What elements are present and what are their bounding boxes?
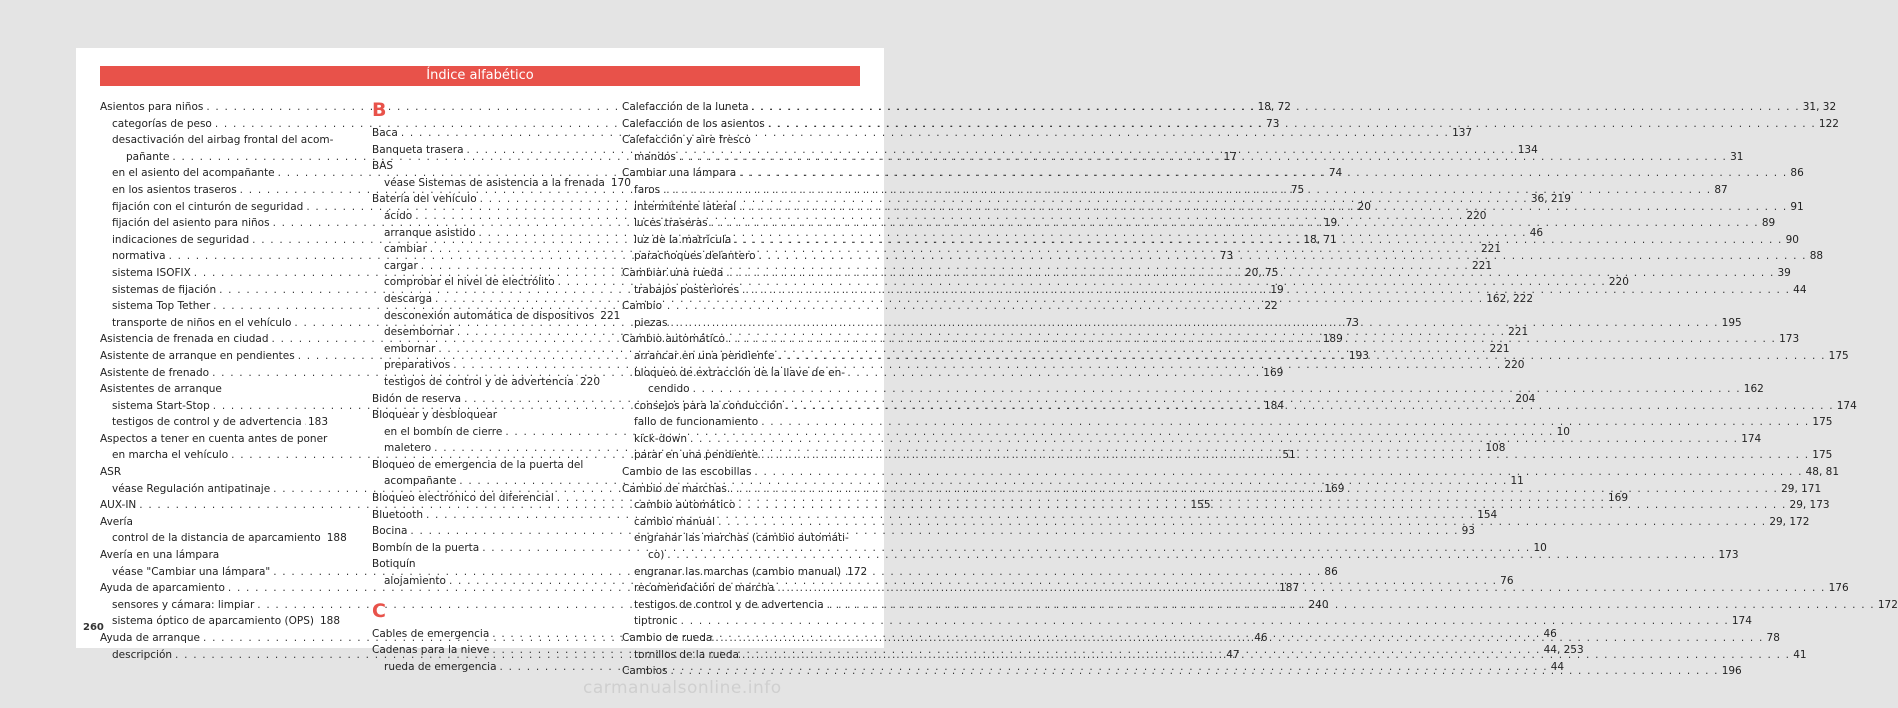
index-page-ref: 46 — [1529, 226, 1544, 239]
index-page-ref: 162, 222 — [1486, 292, 1534, 305]
index-page-ref: 108 — [1485, 442, 1506, 455]
dot-leader — [670, 315, 1718, 332]
dot-leader — [679, 149, 1727, 166]
dot-leader — [693, 381, 1741, 398]
index-term: engranar las marchas (cambio manual) — [634, 565, 842, 578]
index-page-ref: 19 — [1270, 283, 1284, 296]
index-entry — [622, 298, 858, 315]
index-page-ref: 175 — [1812, 416, 1833, 429]
dot-leader — [742, 647, 1790, 664]
index-entry — [372, 158, 600, 175]
dot-leader — [761, 414, 1809, 431]
index-page-ref: 220 — [1466, 209, 1487, 222]
index-page-ref: 20, 75 — [1245, 266, 1279, 279]
index-term: co) — [648, 549, 665, 562]
index-entry — [622, 381, 1764, 398]
dot-leader — [663, 182, 1711, 199]
index-term: trabajos posteriores — [634, 283, 739, 296]
index-term: testigos de control y de advertencia — [384, 375, 574, 388]
index-entry — [372, 407, 600, 424]
index-term: piezas — [634, 316, 668, 329]
index-term: sistema ISOFIX — [112, 266, 191, 279]
index-entry — [100, 381, 328, 398]
index-page-ref: 174 — [1741, 432, 1762, 445]
index-page-ref: 18, 71 — [1303, 233, 1337, 246]
index-term: fijación del asiento para niños — [112, 217, 270, 230]
index-term: véase Sistemas de asistencia a la frenada — [384, 176, 605, 189]
index-term: transporte de niños en el vehículo — [112, 316, 292, 329]
index-page-ref: 46 — [1543, 627, 1557, 640]
index-term: desactivación del airbag frontal del acom- — [112, 134, 334, 147]
index-page-ref: 73 — [1266, 117, 1280, 130]
index-term: maletero — [384, 442, 432, 455]
index-term: Avería — [100, 515, 133, 528]
index-term: Bluetooth — [372, 508, 423, 521]
index-entry — [100, 547, 328, 564]
index-term: en los asientos traseros — [112, 183, 237, 196]
index-entry — [372, 308, 621, 325]
index-entry — [100, 132, 334, 149]
index-page-ref: 51 — [1282, 449, 1296, 462]
index-term: Banqueta trasera — [372, 143, 464, 156]
dot-leader — [759, 248, 1807, 265]
index-term: Asientos para niños — [100, 101, 204, 113]
index-term: control de la distancia de aparcamiento — [112, 532, 321, 545]
index-term: Cambiar una rueda — [622, 266, 724, 279]
index-page-ref: 91 — [1790, 200, 1804, 213]
index-page-ref: 89 — [1761, 217, 1776, 230]
index-entry — [100, 414, 328, 431]
index-page-ref: 188 — [326, 532, 347, 545]
index-page-ref: 10 — [1556, 425, 1570, 438]
section-letter: C — [372, 599, 386, 622]
index-term: sistema Top Tether — [112, 300, 211, 313]
index-entry — [372, 457, 600, 474]
index-page-ref: 221 — [1480, 243, 1502, 256]
index-page-ref: 220 — [1504, 359, 1525, 372]
index-page-ref: 76 — [1500, 575, 1514, 588]
index-term: Cambio automático — [622, 333, 725, 346]
index-page-ref: 44, 253 — [1543, 644, 1584, 657]
index-term: Calefacción de los asientos — [622, 117, 765, 130]
index-entry — [100, 431, 328, 448]
index-term: Cambio de rueda — [622, 632, 713, 644]
index-term: AUX-IN — [100, 499, 137, 512]
index-page-ref: 31, 32 — [1802, 101, 1837, 113]
index-page-ref: 193 — [1348, 349, 1369, 362]
index-page-ref: 48, 81 — [1805, 466, 1840, 479]
section-letter: B — [372, 99, 387, 121]
index-page-ref: 137 — [1452, 127, 1473, 139]
index-page-ref: 44 — [1550, 660, 1565, 673]
index-term: ASR — [100, 466, 122, 479]
index-entry — [622, 414, 1833, 431]
index-term: sistema óptico de aparcamiento (OPS) — [112, 615, 314, 628]
page-header-title: Índice alfabético — [100, 66, 860, 86]
index-term: categorías de peso — [112, 117, 212, 130]
index-term: normativa — [112, 250, 166, 263]
index-term: acompañante — [384, 475, 457, 488]
index-term: cambio manual — [634, 515, 716, 528]
index-term: cargar — [384, 259, 418, 272]
index-term: embornar — [384, 342, 436, 355]
index-term: testigos de control y de advertencia — [112, 416, 302, 429]
dot-leader — [730, 481, 1778, 498]
page-number: 260 — [83, 622, 104, 633]
index-page-ref: 154 — [1477, 508, 1498, 521]
index-term: tiptronic — [634, 615, 678, 628]
index-term: véase Regulación antipatinaje — [112, 482, 271, 495]
dot-leader — [742, 282, 1790, 299]
index-page-ref: 20 — [1357, 200, 1371, 213]
index-term: parar en una pendiente — [634, 449, 759, 462]
index-term: ácido — [384, 209, 413, 222]
index-page-ref: 221 — [600, 309, 621, 322]
index-term: Cadenas para la nieve — [372, 644, 490, 657]
index-term: descarga — [384, 292, 433, 305]
index-entry — [622, 132, 858, 149]
index-page-ref: 29, 171 — [1781, 482, 1822, 495]
index-term: sensores y cámara: limpiar — [112, 598, 255, 611]
index-term: Bocina — [372, 525, 408, 538]
index-term: desembornar — [384, 326, 454, 339]
dot-leader — [726, 265, 1774, 282]
index-term: Bidón de reserva — [372, 392, 462, 405]
index-term: Calefacción de la luneta — [622, 101, 749, 113]
index-page-ref: 220 — [1608, 276, 1629, 289]
index-term: parachoques delantero — [634, 250, 756, 263]
index-page-ref: 31 — [1730, 150, 1744, 163]
index-page-ref: 173 — [1779, 333, 1800, 346]
index-term: desconexión automática de dispositivos — [384, 309, 595, 322]
dot-leader — [739, 199, 1787, 216]
dot-leader — [690, 431, 1738, 448]
index-page-ref: 195 — [1721, 316, 1742, 329]
index-page-ref: 18, 72 — [1257, 101, 1291, 113]
index-term: fallo de funcionamiento — [634, 416, 759, 429]
dot-leader — [711, 215, 1759, 232]
index-term: en el bombín de cierre — [384, 425, 503, 438]
index-term: Cambiar una lámpara — [622, 167, 737, 180]
index-page-ref: 88 — [1809, 250, 1824, 263]
index-page-ref: 22 — [1264, 300, 1278, 313]
index-term: sistema Start-Stop — [112, 399, 210, 412]
dot-leader — [681, 613, 1729, 630]
index-page-ref: 74 — [1328, 167, 1343, 180]
dot-leader — [754, 464, 1802, 481]
index-term: tornillos de la rueda — [634, 648, 739, 661]
index-entry — [372, 556, 600, 573]
index-entry — [100, 514, 328, 531]
dot-leader — [777, 580, 1825, 597]
index-page-ref: 86 — [1324, 565, 1338, 578]
index-term: Cambios — [622, 665, 668, 678]
index-page-ref: 93 — [1461, 525, 1475, 538]
index-entry — [622, 530, 858, 547]
index-page-ref: 29, 173 — [1789, 499, 1830, 512]
index-page-ref: 122 — [1818, 117, 1839, 130]
index-page-ref: 176 — [1828, 582, 1849, 595]
index-term: cambiar — [384, 243, 427, 256]
index-term: véase "Cambiar una lámpara" — [112, 565, 271, 578]
index-term: Ayuda de arranque — [100, 632, 200, 644]
index-page-ref: 47 — [1226, 648, 1240, 661]
dot-leader — [738, 497, 1786, 514]
dot-leader — [739, 165, 1787, 182]
index-entry — [622, 365, 858, 382]
index-term: Aspectos a tener en cuenta antes de poner — [100, 432, 328, 445]
index-page-ref: 183 — [307, 416, 328, 429]
index-page-ref: 172 — [1877, 598, 1898, 611]
index-term: comprobar el nivel de electrólito — [384, 276, 555, 289]
index-page-ref: 172 — [847, 565, 868, 578]
index-term: luz de la matrícula — [634, 233, 732, 246]
index-term: Ayuda de aparcamiento — [100, 582, 225, 595]
index-page-ref: 187 — [1279, 582, 1300, 595]
index-entry — [100, 464, 328, 481]
dot-leader — [715, 630, 1763, 647]
index-term: cendido — [648, 383, 690, 396]
dot-leader — [728, 331, 1776, 348]
index-term: preparativos — [384, 359, 451, 372]
index-term: arranque asistido — [384, 226, 476, 239]
dot-leader — [718, 514, 1766, 531]
dot-leader — [827, 597, 1875, 614]
index-term: Bloqueo electrónico del diferencial — [372, 492, 554, 505]
index-page-ref: 87 — [1714, 183, 1728, 196]
index-page-ref: 39 — [1777, 266, 1791, 279]
index-page-ref: 46 — [1254, 632, 1268, 644]
index-term: Avería en una lámpara — [100, 549, 220, 562]
index-term: Asistente de frenado — [100, 366, 210, 379]
index-term: Cables de emergencia — [372, 627, 490, 640]
index-term: testigos de control y de advertencia — [634, 598, 824, 611]
index-page-ref: 134 — [1517, 143, 1538, 156]
index-term: Asistentes de arranque — [100, 383, 222, 396]
index-term: Cambio de marchas — [622, 482, 727, 495]
index-term: Asistencia de frenada en ciudad — [100, 333, 269, 346]
index-term: luces traseras — [634, 217, 708, 230]
index-term: indicaciones de seguridad — [112, 233, 250, 246]
index-entry — [622, 564, 868, 581]
index-entry — [622, 464, 1840, 481]
index-page-ref: 196 — [1721, 665, 1742, 678]
index-term: en marcha el vehículo — [112, 449, 229, 462]
index-term: kick-down — [634, 432, 687, 445]
index-term: Batería del vehículo — [372, 193, 477, 206]
index-term: Cambio — [622, 300, 663, 313]
index-page-ref: 10 — [1533, 541, 1547, 554]
index-page-ref: 204 — [1515, 392, 1536, 405]
index-page-ref: 170 — [610, 176, 631, 189]
index-term: consejos para la conducción — [634, 399, 783, 412]
index-page-ref: 174 — [1731, 615, 1752, 628]
index-entry — [372, 175, 631, 192]
index-page-ref: 240 — [1308, 598, 1329, 611]
index-term: alojamiento — [384, 575, 446, 588]
index-term: mandos — [634, 150, 676, 163]
index-term: BAS — [372, 160, 394, 173]
dot-leader — [786, 398, 1834, 415]
index-page-ref: 188 — [319, 615, 341, 628]
index-page-ref: 19 — [1323, 217, 1338, 230]
index-term: Bloquear y desbloquear — [372, 409, 498, 422]
index-page-ref: 17 — [1223, 150, 1237, 163]
index-term: bloqueo de extracción de la llave de en- — [634, 366, 846, 379]
dot-leader — [777, 348, 1825, 365]
index-page-ref: 86 — [1790, 167, 1804, 180]
index-page-ref: 29, 172 — [1769, 515, 1810, 528]
index-page-ref: 173 — [1718, 549, 1739, 562]
index-page-ref: 162 — [1743, 383, 1764, 396]
index-term: en el asiento del acompañante — [112, 167, 275, 180]
index-page-ref: 155 — [1190, 499, 1211, 512]
index-term: cambio automático — [634, 499, 736, 512]
dot-leader — [670, 663, 1718, 680]
index-term: descripción — [112, 648, 173, 661]
index-entry — [622, 613, 1752, 630]
index-page-ref: 75 — [1290, 183, 1305, 196]
index-term: sistemas de fijación — [112, 283, 217, 296]
dot-leader — [761, 447, 1809, 464]
index-page-ref: 44 — [1793, 283, 1807, 296]
index-page-ref: 221 — [1508, 326, 1529, 339]
index-page-ref: 174 — [1836, 399, 1857, 412]
index-term: arrancar en una pendiente — [634, 349, 775, 362]
dot-leader — [734, 232, 1782, 249]
index-term: rueda de emergencia — [384, 660, 497, 673]
index-term: engranar las marchas (cambio automáti- — [634, 532, 849, 545]
index-term: Asistente de arranque en pendientes — [100, 349, 295, 362]
index-term: Botiquín — [372, 558, 416, 571]
index-term: Bloqueo de emergencia de la puerta del — [372, 458, 584, 471]
index-page-ref: 169 — [1608, 492, 1629, 505]
index-page-ref: 175 — [1812, 449, 1833, 462]
index-term: faros — [634, 183, 661, 196]
index-term: intermitente lateral — [634, 200, 737, 213]
index-page-ref: 78 — [1766, 632, 1780, 644]
index-page-ref: 221 — [1489, 342, 1510, 355]
index-term: recomendación de marcha — [634, 582, 775, 595]
index-page-ref: 221 — [1471, 259, 1493, 272]
index-page-ref: 169 — [1263, 366, 1284, 379]
index-term: Bombín de la puerta — [372, 541, 480, 554]
index-page-ref: 189 — [1322, 333, 1343, 346]
index-entry — [100, 530, 347, 547]
index-page-ref: 220 — [579, 375, 600, 388]
watermark: carmanualsonline.info — [583, 678, 782, 698]
index-term: Calefacción y aire fresco — [622, 134, 751, 147]
index-entry — [372, 374, 600, 391]
index-term: pañante — [126, 150, 170, 163]
dot-leader — [752, 99, 1800, 116]
index-page-ref: 11 — [1510, 475, 1524, 488]
index-page-ref: 169 — [1324, 482, 1345, 495]
index-page-ref: 73 — [1345, 316, 1359, 329]
index-term: fijación con el cinturón de seguridad — [112, 200, 304, 213]
index-page-ref: 36, 219 — [1530, 193, 1571, 206]
dot-leader — [768, 116, 1816, 133]
index-page-ref: 41 — [1793, 648, 1807, 661]
index-page-ref: 184 — [1263, 399, 1284, 412]
dot-leader — [667, 547, 1715, 564]
index-page-ref: 73 — [1219, 250, 1234, 263]
index-entry — [100, 613, 341, 630]
index-page-ref: 175 — [1828, 349, 1849, 362]
index-term: Cambio de las escobillas — [622, 466, 752, 479]
index-term: Baca — [372, 127, 398, 139]
index-page-ref: 90 — [1785, 233, 1799, 246]
